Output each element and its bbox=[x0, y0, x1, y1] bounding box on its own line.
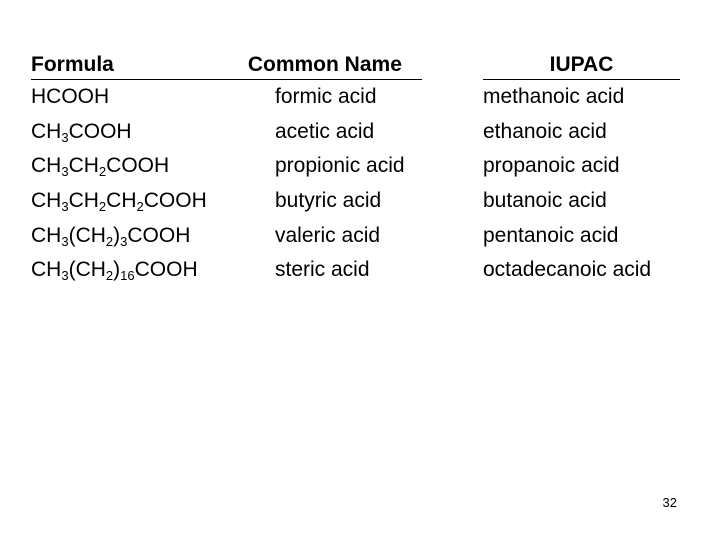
formula-cell bbox=[31, 184, 261, 219]
formula-subscript: 3 bbox=[61, 268, 69, 284]
formula-text: CH bbox=[106, 189, 137, 213]
formula-cell bbox=[31, 80, 261, 115]
common-name-cell: valeric acid bbox=[275, 223, 381, 247]
formula-text: CH bbox=[31, 119, 62, 143]
common-name-cell: acetic acid bbox=[275, 119, 375, 143]
formula-text: COOH bbox=[127, 223, 191, 247]
formula-subscript: 3 bbox=[61, 129, 69, 145]
iupac-name-cell: propanoic acid bbox=[483, 154, 620, 178]
formula-text: (CH bbox=[68, 223, 106, 247]
iupac-name-cell: octadecanoic acid bbox=[483, 258, 652, 282]
formula-text: CH bbox=[31, 154, 62, 178]
formula-header: Formula bbox=[31, 50, 246, 80]
formula-text: COOH bbox=[68, 119, 132, 143]
formula-subscript: 3 bbox=[61, 164, 69, 180]
iupac-name-cell: pentanoic acid bbox=[483, 223, 619, 247]
formula-text: HCOOH bbox=[31, 85, 110, 108]
formula-text: CH bbox=[68, 189, 99, 213]
formula-text: CH bbox=[31, 223, 62, 247]
formula-text: (CH bbox=[68, 258, 106, 282]
common-name-cells bbox=[242, 80, 432, 288]
formula-text: ) bbox=[113, 223, 121, 247]
formula-cell bbox=[31, 115, 261, 150]
common-name-cell: formic acid bbox=[275, 85, 377, 108]
formula-cell bbox=[31, 149, 261, 184]
formula-text: COOH bbox=[143, 189, 207, 213]
formula-cell bbox=[31, 253, 261, 288]
iupac-cells bbox=[483, 80, 683, 288]
formula-subscript: 2 bbox=[105, 268, 114, 284]
formula-cell bbox=[31, 219, 261, 254]
common-name-cell: steric acid bbox=[275, 258, 370, 282]
formula-subscript: 3 bbox=[120, 233, 128, 249]
iupac-name-cell: butanoic acid bbox=[483, 189, 607, 213]
formula-subscript: 2 bbox=[136, 199, 144, 215]
iupac-column bbox=[483, 50, 683, 288]
formula-text: CH bbox=[68, 154, 99, 178]
common-name-header: Common Name bbox=[242, 50, 422, 80]
formula-text: CH bbox=[31, 258, 62, 282]
formula-subscript: 3 bbox=[61, 199, 69, 215]
common-name-cell: butyric acid bbox=[275, 189, 382, 213]
formula-text: COOH bbox=[134, 258, 198, 282]
formula-subscript: 16 bbox=[120, 268, 135, 284]
common-name-cell: propionic acid bbox=[275, 154, 405, 178]
formula-subscript: 2 bbox=[98, 199, 107, 215]
formula-cells bbox=[31, 80, 261, 288]
formula-column bbox=[31, 50, 261, 288]
iupac-name-cell: methanoic acid bbox=[483, 85, 625, 108]
page-number: 32 bbox=[662, 495, 677, 510]
formula-text: COOH bbox=[106, 154, 170, 178]
formula-subscript: 2 bbox=[105, 233, 114, 249]
formula-text: ) bbox=[113, 258, 121, 282]
common-name-column bbox=[242, 50, 432, 288]
iupac-name-cell: ethanoic acid bbox=[483, 119, 607, 143]
formula-subscript: 2 bbox=[98, 164, 107, 180]
formula-subscript: 3 bbox=[61, 233, 69, 249]
formula-text: CH bbox=[31, 189, 62, 213]
iupac-header: IUPAC bbox=[483, 50, 680, 80]
